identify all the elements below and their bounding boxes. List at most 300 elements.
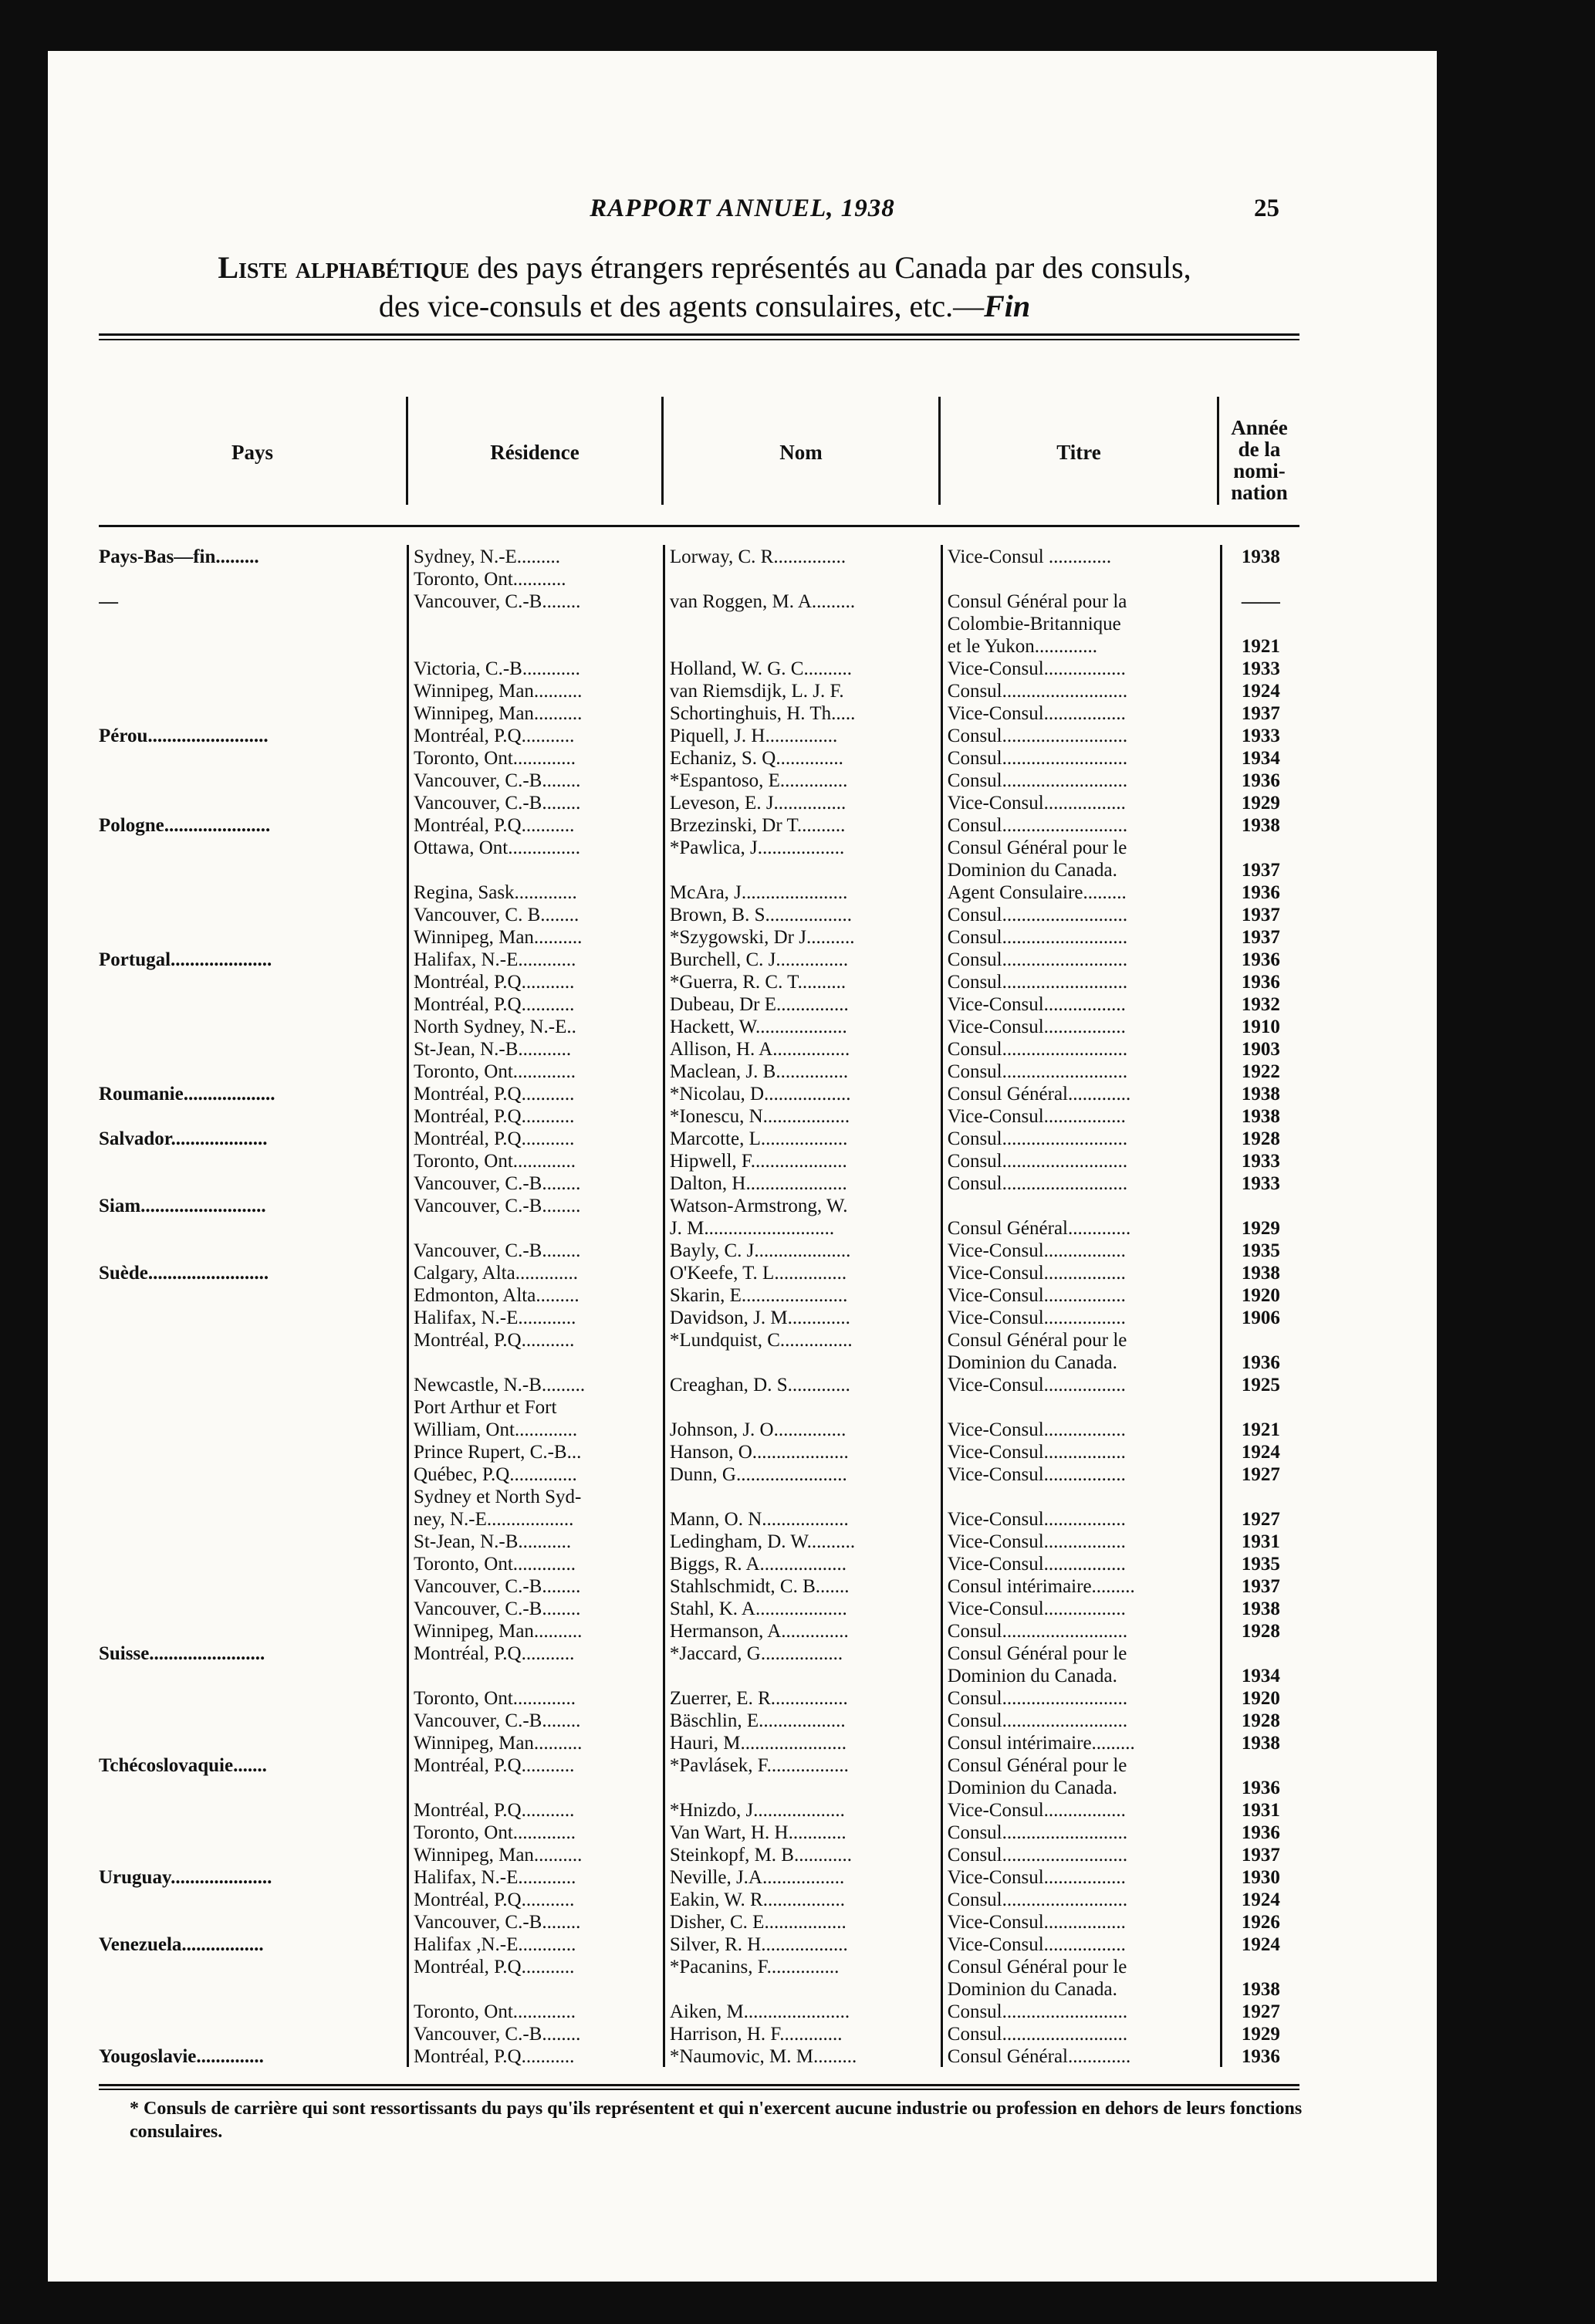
titre-cell: Consul.......................... [941, 1821, 1221, 1843]
nom-cell: Harrison, H. F............. [664, 2022, 941, 2045]
col-header-residence: Résidence [490, 441, 580, 464]
titre-cell: Consul.......................... [941, 1037, 1221, 1060]
pays-cell [99, 769, 408, 791]
pays-cell [99, 1104, 408, 1127]
annee-cell: 1927 [1221, 2000, 1299, 2022]
pays-cell [99, 1530, 408, 1552]
residence-cell: Vancouver, C.-B........ [408, 1194, 664, 1216]
table-row [99, 2045, 1299, 2067]
titre-cell: Consul Général pour le [941, 1328, 1221, 1351]
heading-fin: Fin [984, 289, 1031, 323]
titre-cell: Vice-Consul................. [941, 1418, 1221, 1440]
titre-cell: Colombie-Britannique [941, 612, 1221, 634]
titre-cell: Dominion du Canada. [941, 1351, 1221, 1373]
table-row [99, 746, 1299, 769]
table-row [99, 1440, 1299, 1463]
residence-cell [408, 1351, 664, 1373]
nom-cell: Schortinghuis, H. Th..... [664, 702, 941, 724]
annee-cell: 1929 [1221, 791, 1299, 814]
titre-cell: Dominion du Canada. [941, 1776, 1221, 1798]
annee-cell: 1926 [1221, 1910, 1299, 1933]
annee-cell [1221, 1754, 1299, 1776]
table-row [99, 1821, 1299, 1843]
annee-cell: 1936 [1221, 1821, 1299, 1843]
table-row [99, 1127, 1299, 1149]
nom-cell: *Espantoso, E.............. [664, 769, 941, 791]
residence-cell [408, 612, 664, 634]
nom-cell: *Ionescu, N.................. [664, 1104, 941, 1127]
pays-cell [99, 1328, 408, 1351]
table-row [99, 1686, 1299, 1709]
residence-cell: Montréal, P.Q........... [408, 993, 664, 1015]
nom-cell: Bäschlin, E.................. [664, 1709, 941, 1731]
table-row [99, 1015, 1299, 1037]
titre-cell: Vice-Consul................. [941, 1552, 1221, 1575]
nom-cell [664, 612, 941, 634]
titre-cell: Vice-Consul................. [941, 1507, 1221, 1530]
annee-cell: 1937 [1221, 903, 1299, 925]
pays-cell [99, 1395, 408, 1418]
nom-cell: Bayly, C. J.................... [664, 1239, 941, 1261]
table-row [99, 948, 1299, 970]
table-row [99, 657, 1299, 679]
pays-cell: Siam.......................... [99, 1196, 266, 1216]
page-number: 25 [1254, 195, 1279, 222]
pays-cell [99, 1575, 408, 1597]
annee-cell: 1938 [1221, 545, 1299, 567]
table-row [99, 567, 1299, 590]
nom-cell: Mann, O. N.................. [664, 1507, 941, 1530]
nom-cell: *Guerra, R. C. T.......... [664, 970, 941, 993]
annee-cell: 1938 [1221, 1104, 1299, 1127]
titre-cell: Consul Général pour le [941, 1642, 1221, 1664]
annee-cell: 1933 [1221, 724, 1299, 746]
table-row [99, 993, 1299, 1015]
table-row [99, 1731, 1299, 1754]
titre-cell: Vice-Consul................. [941, 1463, 1221, 1485]
pays-cell [99, 702, 408, 724]
nom-cell: Stahl, K. A................... [664, 1597, 941, 1619]
annee-cell: 1933 [1221, 1149, 1299, 1172]
annee-cell: 1906 [1221, 1306, 1299, 1328]
annee-cell: 1936 [1221, 1776, 1299, 1798]
top-rule-thin [99, 339, 1299, 340]
residence-cell: Toronto, Ont............. [408, 1686, 664, 1709]
header-divider [406, 397, 408, 505]
table-row [99, 724, 1299, 746]
residence-cell: Montréal, P.Q........... [408, 1888, 664, 1910]
nom-cell: van Roggen, M. A......... [664, 590, 941, 612]
titre-cell: Consul.......................... [941, 948, 1221, 970]
titre-cell: Consul intérimaire......... [941, 1575, 1221, 1597]
residence-cell: Toronto, Ont............. [408, 1060, 664, 1082]
annee-cell: 1903 [1221, 1037, 1299, 1060]
titre-cell: Consul Général pour le [941, 1955, 1221, 1977]
titre-cell: Vice-Consul................. [941, 1284, 1221, 1306]
annee-cell: 1910 [1221, 1015, 1299, 1037]
titre-cell: Consul Général............. [941, 2045, 1221, 2067]
pays-cell: Salvador.................... [99, 1128, 268, 1149]
pays-cell [99, 1776, 408, 1798]
titre-cell [941, 1194, 1221, 1216]
nom-cell [664, 1776, 941, 1798]
residence-cell: Vancouver, C.-B........ [408, 769, 664, 791]
pays-cell [99, 1821, 408, 1843]
pays-cell: — [99, 591, 118, 612]
titre-cell: Consul Général pour la [941, 590, 1221, 612]
titre-cell: Consul.......................... [941, 1709, 1221, 1731]
col-header-annee [1219, 417, 1299, 503]
nom-cell: *Pavlásek, F................. [664, 1754, 941, 1776]
top-rule [99, 333, 1299, 336]
nom-cell: Watson-Armstrong, W. [664, 1194, 941, 1216]
annee-line-1: Année [1231, 416, 1288, 439]
residence-cell: Vancouver, C.-B........ [408, 1910, 664, 1933]
annee-cell: 1937 [1221, 1843, 1299, 1866]
pays-cell [99, 612, 408, 634]
titre-cell: Consul.......................... [941, 970, 1221, 993]
titre-cell: Consul Général pour le [941, 1754, 1221, 1776]
pays-cell [99, 1507, 408, 1530]
annee-cell: 1932 [1221, 993, 1299, 1015]
residence-cell: Vancouver, C.-B........ [408, 1575, 664, 1597]
residence-cell: Québec, P.Q.............. [408, 1463, 664, 1485]
pays-cell [99, 1709, 408, 1731]
nom-cell: Creaghan, D. S............. [664, 1373, 941, 1395]
residence-cell: Toronto, Ont............. [408, 746, 664, 769]
pays-cell [99, 1843, 408, 1866]
annee-cell: 1921 [1221, 1418, 1299, 1440]
table-row [99, 1418, 1299, 1440]
annee-cell [1221, 1955, 1299, 1977]
annee-cell: 1937 [1221, 858, 1299, 881]
titre-cell: Vice-Consul................. [941, 1104, 1221, 1127]
pays-cell: Suisse........................ [99, 1643, 265, 1664]
table-row [99, 1373, 1299, 1395]
residence-cell: Sydney et North Syd- [408, 1485, 664, 1507]
residence-cell: Vancouver, C.-B........ [408, 2022, 664, 2045]
annee-cell: 1938 [1221, 814, 1299, 836]
pays-cell [99, 881, 408, 903]
residence-cell: Montréal, P.Q........... [408, 1328, 664, 1351]
table-row [99, 1216, 1299, 1239]
table-row [99, 1395, 1299, 1418]
annee-cell: 1938 [1221, 1082, 1299, 1104]
annee-line-4: nation [1231, 481, 1288, 504]
pays-cell [99, 1239, 408, 1261]
titre-cell: Consul.......................... [941, 1172, 1221, 1194]
titre-cell: et le Yukon............. [941, 634, 1221, 657]
residence-cell: Toronto, Ont............. [408, 1149, 664, 1172]
titre-cell: Vice-Consul................. [941, 1530, 1221, 1552]
table-row [99, 1328, 1299, 1351]
table-row [99, 1552, 1299, 1575]
table-row [99, 1843, 1299, 1866]
nom-cell: Dunn, G....................... [664, 1463, 941, 1485]
residence-cell: Winnipeg, Man.......... [408, 1731, 664, 1754]
nom-cell: van Riemsdijk, L. J. F. [664, 679, 941, 702]
nom-cell: Lorway, C. R............... [664, 545, 941, 567]
heading-line2: des vice-consuls et des agents consulaires, etc.— [378, 289, 985, 323]
table-row [99, 1619, 1299, 1642]
titre-cell: Consul.......................... [941, 1888, 1221, 1910]
residence-cell: Sydney, N.-E......... [408, 545, 664, 567]
pays-cell [99, 1664, 408, 1686]
titre-cell: Vice-Consul................. [941, 1933, 1221, 1955]
residence-cell: Montréal, P.Q........... [408, 1642, 664, 1664]
residence-cell [408, 1216, 664, 1239]
col-header-titre: Titre [1056, 441, 1101, 464]
pays-cell [99, 1060, 408, 1082]
residence-cell: Halifax, N.-E............ [408, 948, 664, 970]
pays-cell [99, 1910, 408, 1933]
pays-cell [99, 1686, 408, 1709]
titre-cell: Vice-Consul................. [941, 1306, 1221, 1328]
residence-cell: ney, N.-E.................. [408, 1507, 664, 1530]
nom-cell: *Hnizdo, J................... [664, 1798, 941, 1821]
residence-cell: Winnipeg, Man.......... [408, 1619, 664, 1642]
table-row [99, 1530, 1299, 1552]
titre-cell: Consul.......................... [941, 1686, 1221, 1709]
nom-cell: *Pawlica, J.................. [664, 836, 941, 858]
residence-cell [408, 1977, 664, 2000]
table-row [99, 925, 1299, 948]
residence-cell: Vancouver, C.-B........ [408, 1239, 664, 1261]
document-page [48, 51, 1437, 2282]
table-row [99, 1149, 1299, 1172]
nom-cell: Stahlschmidt, C. B....... [664, 1575, 941, 1597]
annee-cell [1221, 1328, 1299, 1351]
table-row [99, 1351, 1299, 1373]
table-row [99, 1485, 1299, 1507]
pays-cell [99, 1888, 408, 1910]
residence-cell [408, 1776, 664, 1798]
nom-cell [664, 634, 941, 657]
titre-cell: Consul.......................... [941, 724, 1221, 746]
table-row [99, 1507, 1299, 1530]
nom-cell [664, 567, 941, 590]
pays-cell [99, 1463, 408, 1485]
nom-cell [664, 858, 941, 881]
residence-cell: Montréal, P.Q........... [408, 970, 664, 993]
pays-cell [99, 858, 408, 881]
col-header-nom: Nom [779, 441, 823, 464]
table-row [99, 791, 1299, 814]
nom-cell: McAra, J...................... [664, 881, 941, 903]
nom-cell: Disher, C. E................. [664, 1910, 941, 1933]
nom-cell: Hipwell, F.................... [664, 1149, 941, 1172]
residence-cell: Newcastle, N.-B......... [408, 1373, 664, 1395]
titre-cell: Consul.......................... [941, 2000, 1221, 2022]
table-row [99, 1284, 1299, 1306]
residence-cell: Montréal, P.Q........... [408, 814, 664, 836]
titre-cell: Vice-Consul................. [941, 1440, 1221, 1463]
table-row [99, 1642, 1299, 1664]
table-row [99, 858, 1299, 881]
pays-cell [99, 657, 408, 679]
annee-cell: 1928 [1221, 1127, 1299, 1149]
residence-cell: Montréal, P.Q........... [408, 1754, 664, 1776]
nom-cell: Brown, B. S.................. [664, 903, 941, 925]
residence-cell: Toronto, Ont........... [408, 567, 664, 590]
nom-cell: Dubeau, Dr E............... [664, 993, 941, 1015]
titre-cell: Consul Général............. [941, 1082, 1221, 1104]
pays-cell [99, 1373, 408, 1395]
annee-cell: 1927 [1221, 1463, 1299, 1485]
residence-cell: Vancouver, C. B........ [408, 903, 664, 925]
nom-cell: Hauri, M...................... [664, 1731, 941, 1754]
titre-cell: Vice-Consul................. [941, 657, 1221, 679]
nom-cell: Van Wart, H. H............ [664, 1821, 941, 1843]
annee-cell [1221, 1194, 1299, 1216]
table-row [99, 702, 1299, 724]
table-row [99, 612, 1299, 634]
annee-cell: 1937 [1221, 1575, 1299, 1597]
table-heading [99, 249, 1310, 326]
nom-cell: *Nicolau, D.................. [664, 1082, 941, 1104]
nom-cell [664, 1977, 941, 2000]
table-row [99, 970, 1299, 993]
nom-cell: Leveson, E. J............... [664, 791, 941, 814]
pays-cell [99, 1440, 408, 1463]
residence-cell: Vancouver, C.-B........ [408, 791, 664, 814]
annee-cell: 1938 [1221, 1597, 1299, 1619]
pays-cell [99, 2022, 408, 2045]
residence-cell: William, Ont............. [408, 1418, 664, 1440]
nom-cell [664, 1664, 941, 1686]
titre-cell: Vice-Consul ............. [941, 545, 1221, 567]
nom-cell: Aiken, M...................... [664, 2000, 941, 2022]
titre-cell: Consul.......................... [941, 925, 1221, 948]
annee-cell: 1931 [1221, 1530, 1299, 1552]
header-divider [1217, 397, 1219, 505]
titre-cell: Consul.......................... [941, 1060, 1221, 1082]
annee-cell: 1930 [1221, 1866, 1299, 1888]
pays-cell [99, 1597, 408, 1619]
annee-cell: 1933 [1221, 657, 1299, 679]
annee-cell: 1935 [1221, 1552, 1299, 1575]
pays-cell [99, 791, 408, 814]
table-row [99, 1866, 1299, 1888]
residence-cell: Winnipeg, Man.......... [408, 702, 664, 724]
nom-cell: Hanson, O.................... [664, 1440, 941, 1463]
residence-cell: Vancouver, C.-B........ [408, 1709, 664, 1731]
residence-cell: St-Jean, N.-B........... [408, 1037, 664, 1060]
heading-lead: Liste alphabétique [218, 250, 470, 285]
annee-cell: 1924 [1221, 1933, 1299, 1955]
residence-cell: St-Jean, N.-B........... [408, 1530, 664, 1552]
table-row [99, 1754, 1299, 1776]
pays-cell [99, 1306, 408, 1328]
nom-cell: Holland, W. G. C.......... [664, 657, 941, 679]
table-row [99, 769, 1299, 791]
residence-cell: Ottawa, Ont............... [408, 836, 664, 858]
titre-cell: Consul intérimaire......... [941, 1731, 1221, 1754]
pays-cell: Portugal..................... [99, 949, 272, 970]
annee-cell: 1937 [1221, 925, 1299, 948]
annee-cell: 1928 [1221, 1709, 1299, 1731]
nom-cell: J. M........................... [664, 1216, 941, 1239]
titre-cell: Consul.......................... [941, 1149, 1221, 1172]
pays-cell [99, 1485, 408, 1507]
annee-cell: —— [1221, 590, 1299, 612]
nom-cell: Hackett, W................... [664, 1015, 941, 1037]
table-row [99, 1955, 1299, 1977]
residence-cell: Winnipeg, Man.......... [408, 925, 664, 948]
pays-cell [99, 1172, 408, 1194]
annee-cell: 1921 [1221, 634, 1299, 657]
table-row [99, 1709, 1299, 1731]
nom-cell [664, 1351, 941, 1373]
annee-line-3: nomi- [1233, 459, 1286, 482]
table-row [99, 1888, 1299, 1910]
annee-cell: 1922 [1221, 1060, 1299, 1082]
pays-cell: Venezuela................. [99, 1934, 264, 1955]
pays-cell: Yougoslavie.............. [99, 2046, 264, 2067]
titre-cell: Consul.......................... [941, 814, 1221, 836]
residence-cell: Montréal, P.Q........... [408, 1798, 664, 1821]
residence-cell [408, 634, 664, 657]
pays-cell [99, 634, 408, 657]
annee-line-2: de la [1238, 438, 1281, 461]
pays-cell [99, 567, 408, 590]
nom-cell: Davidson, J. M............. [664, 1306, 941, 1328]
pays-cell: Roumanie................... [99, 1084, 275, 1104]
annee-cell: 1936 [1221, 769, 1299, 791]
nom-cell [664, 1395, 941, 1418]
titre-cell: Vice-Consul................. [941, 1373, 1221, 1395]
pays-cell [99, 1619, 408, 1642]
residence-cell: North Sydney, N.-E.. [408, 1015, 664, 1037]
residence-cell: Montréal, P.Q........... [408, 1127, 664, 1149]
annee-cell [1221, 1642, 1299, 1664]
table-row [99, 634, 1299, 657]
titre-cell: Consul.......................... [941, 769, 1221, 791]
annee-cell: 1933 [1221, 1172, 1299, 1194]
titre-cell: Consul Général pour le [941, 836, 1221, 858]
nom-cell: Johnson, J. O............... [664, 1418, 941, 1440]
table-row [99, 545, 1299, 567]
annee-cell: 1938 [1221, 1977, 1299, 2000]
bottom-rule-thin [99, 2089, 1299, 2090]
annee-cell: 1924 [1221, 1888, 1299, 1910]
residence-cell: Victoria, C.-B............ [408, 657, 664, 679]
residence-cell: Winnipeg, Man.......... [408, 679, 664, 702]
residence-cell [408, 1664, 664, 1686]
residence-cell: Winnipeg, Man.......... [408, 1843, 664, 1866]
annee-cell: 1938 [1221, 1261, 1299, 1284]
pays-cell: Uruguay..................... [99, 1867, 272, 1888]
nom-cell: *Lundquist, C............... [664, 1328, 941, 1351]
annee-cell: 1925 [1221, 1373, 1299, 1395]
pays-cell [99, 836, 408, 858]
pays-cell [99, 903, 408, 925]
table-row [99, 679, 1299, 702]
nom-cell: Neville, J.A................. [664, 1866, 941, 1888]
table-row [99, 2022, 1299, 2045]
annee-cell: 1936 [1221, 881, 1299, 903]
nom-cell: Echaniz, S. Q.............. [664, 746, 941, 769]
residence-cell: Calgary, Alta............. [408, 1261, 664, 1284]
pays-cell [99, 679, 408, 702]
header-divider [938, 397, 941, 505]
titre-cell [941, 1485, 1221, 1507]
annee-cell: 1927 [1221, 1507, 1299, 1530]
residence-cell: Montréal, P.Q........... [408, 1104, 664, 1127]
residence-cell: Toronto, Ont............. [408, 1552, 664, 1575]
pays-cell [99, 1977, 408, 2000]
annee-cell: 1929 [1221, 2022, 1299, 2045]
